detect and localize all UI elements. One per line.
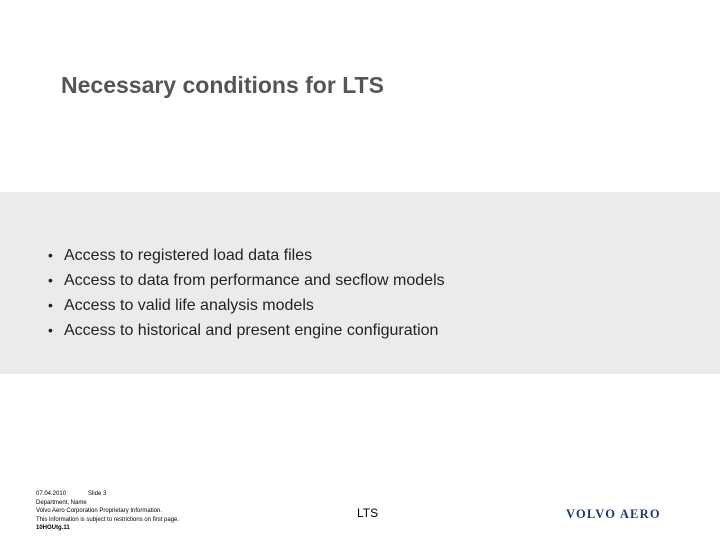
bullet-item xyxy=(48,322,445,347)
bullet-text: Access to historical and present engine configuration xyxy=(64,322,439,339)
slide-title: Necessary conditions for LTS xyxy=(61,72,384,98)
bullet-text: Access to valid life analysis models xyxy=(64,297,314,314)
bullet-dot: • xyxy=(48,297,53,313)
bullet-item xyxy=(48,272,445,297)
footer-date-row xyxy=(36,490,179,499)
volvo-aero-logo: VOLVO AERO xyxy=(566,507,661,521)
footer-date: 07.04.2010 xyxy=(36,491,67,497)
footer-proprietary: Volvo Aero Corporation Proprietary Information. xyxy=(36,508,163,514)
bullet-item xyxy=(48,297,445,322)
footer-center-label: LTS xyxy=(357,506,379,520)
bullet-dot: • xyxy=(48,322,53,338)
bullet-item xyxy=(48,247,445,272)
bullet-text: Access to data from performance and secflow models xyxy=(64,272,445,289)
bullet-text: Access to registered load data files xyxy=(64,247,313,264)
bullet-list xyxy=(48,247,445,347)
footer-meta xyxy=(36,490,179,533)
footer-code: 10HOUtg.11 xyxy=(36,525,70,531)
footer-slide-number: Slide 3 xyxy=(88,491,107,497)
bullet-dot: • xyxy=(48,272,53,288)
footer-restrictions: This information is subject to restrictions on first page. xyxy=(36,516,180,523)
bullet-dot: • xyxy=(48,247,53,263)
footer-department: Department, Name xyxy=(36,499,87,506)
